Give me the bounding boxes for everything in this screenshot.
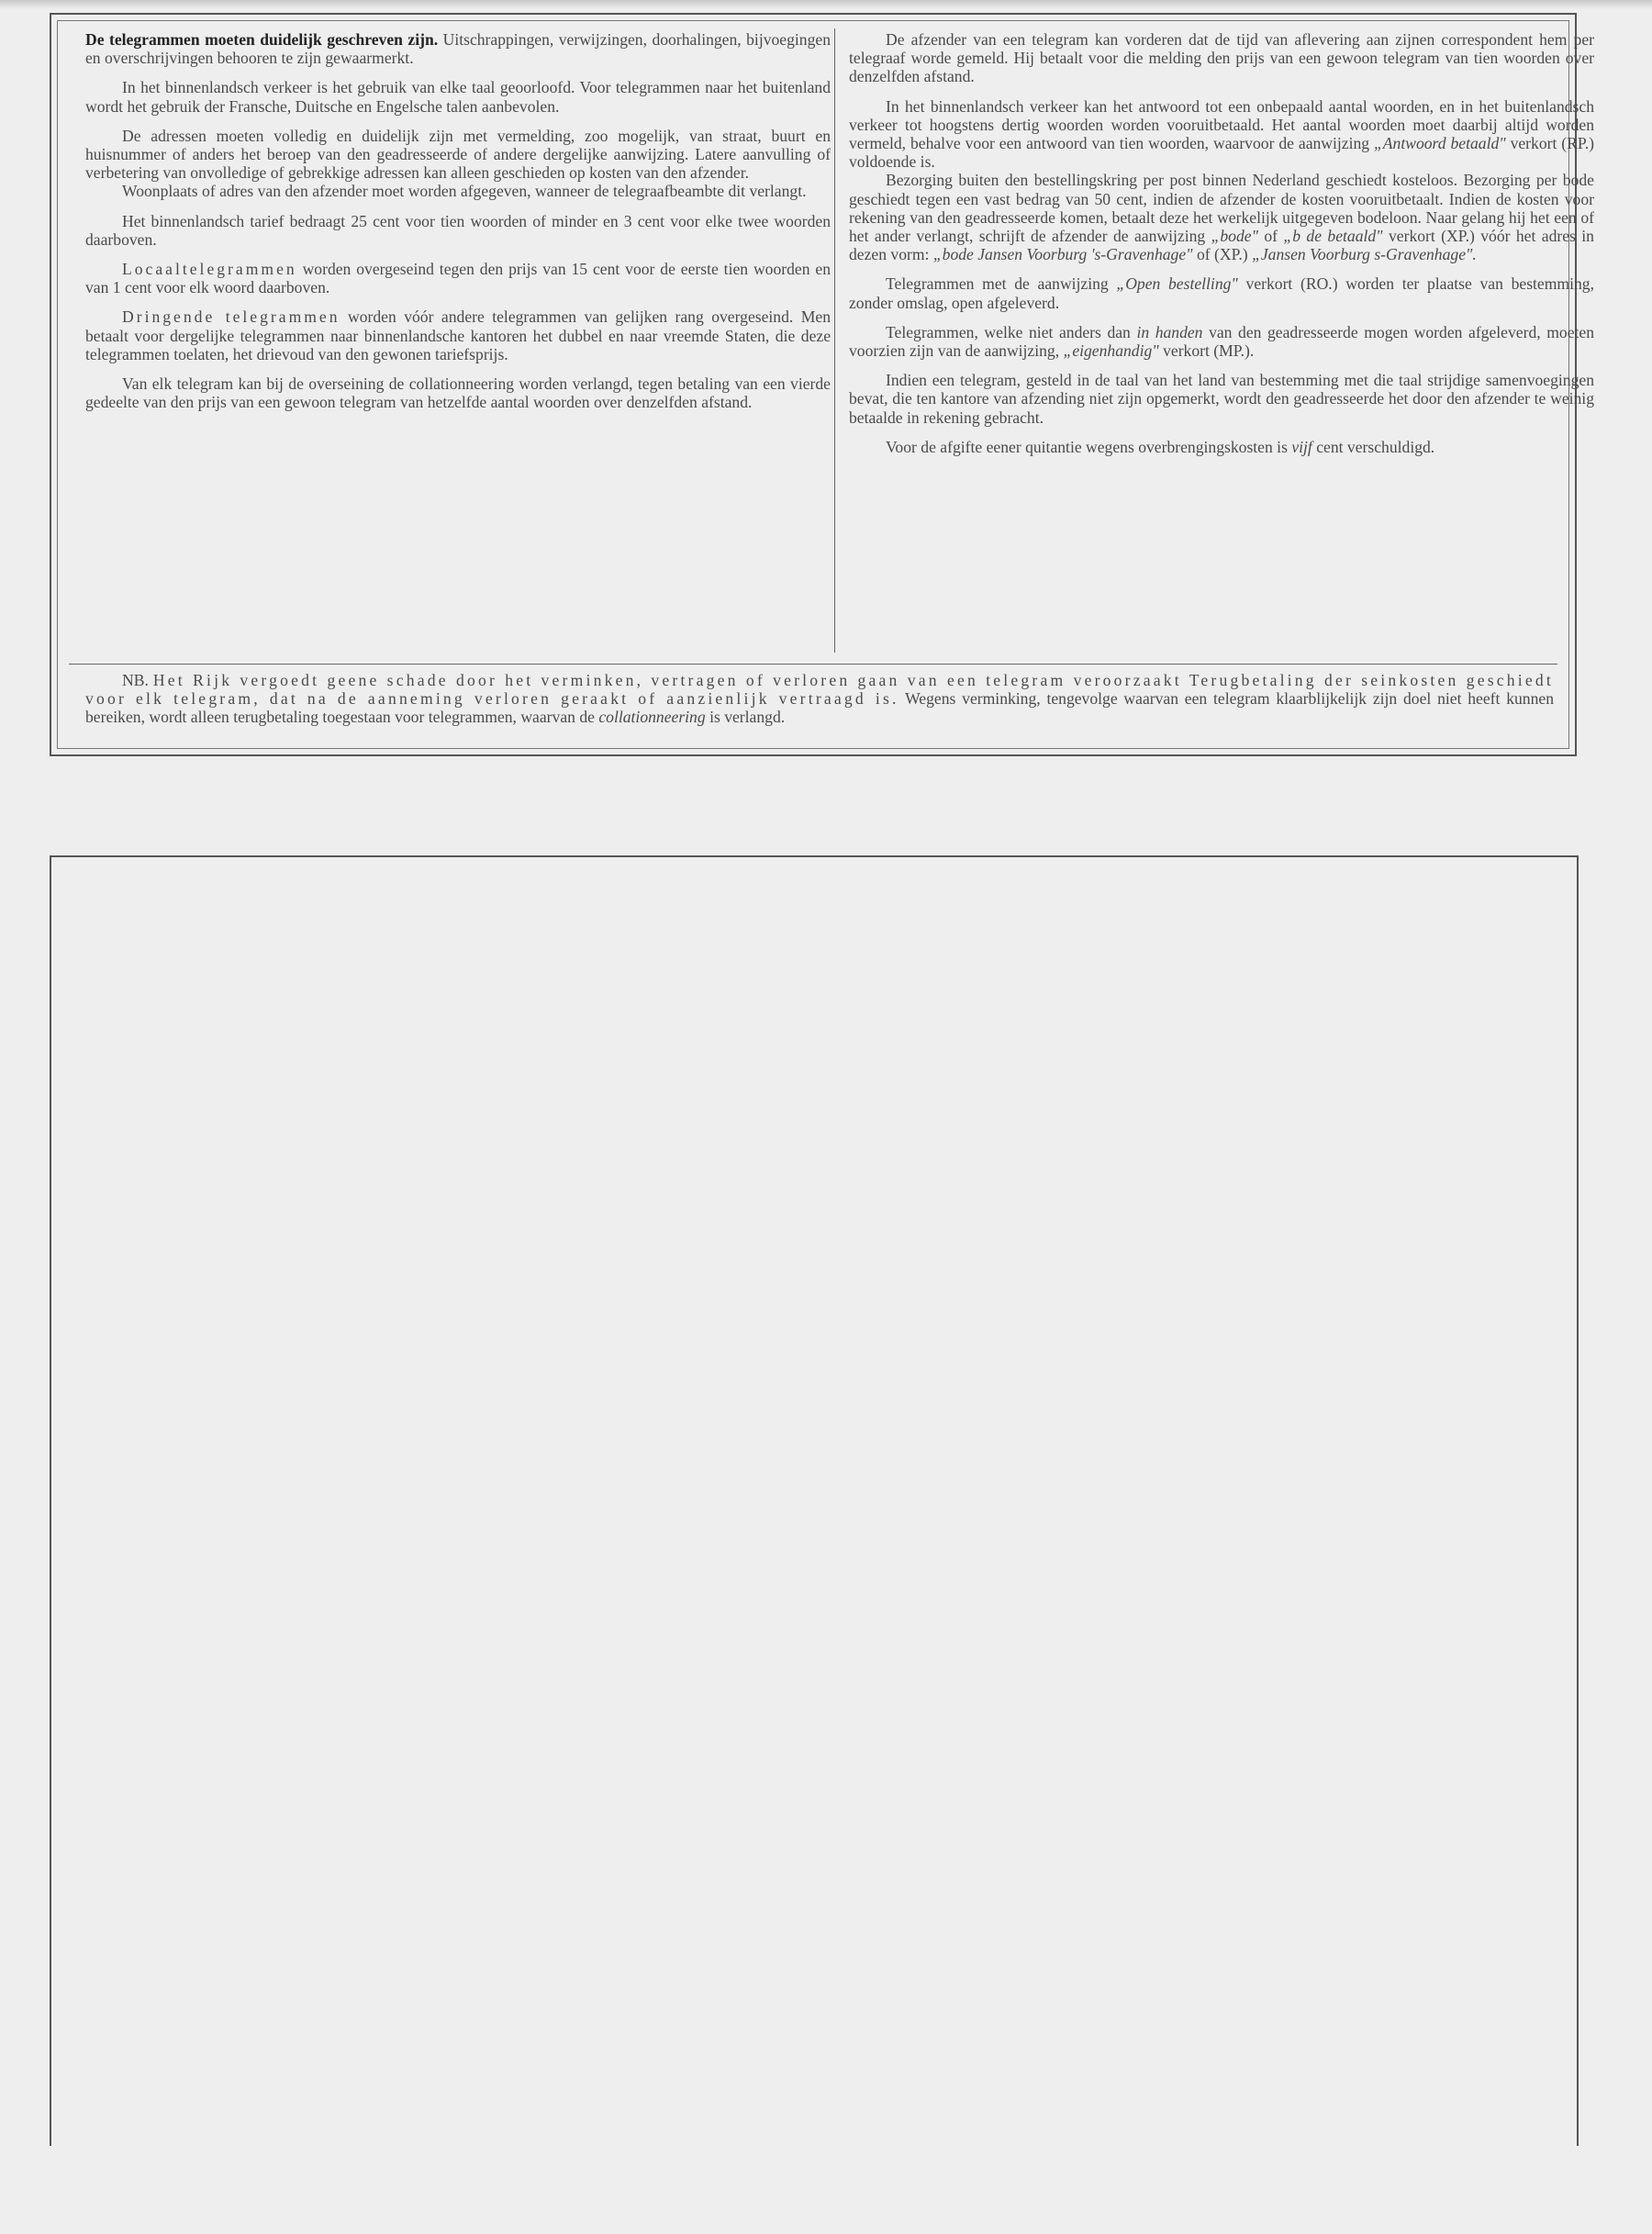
page-edge: [0, 0, 1652, 9]
italic-term: „b de betaald": [1283, 227, 1383, 246]
paragraph-local-telegrams: [85, 260, 831, 296]
left-column: [85, 30, 831, 422]
paragraph-text: worden overgeseind tegen den prijs van 15 cent voor de eerste tien woorden en van 1 cent voor elk woord daarboven.: [85, 260, 831, 297]
paragraph-text: van den geadresseerde mogen worden afgeleverd, moeten voorzien zijn van de aanwijzing,: [849, 322, 1594, 361]
italic-term: „Open bestelling": [1116, 274, 1238, 294]
paragraph-receipt: [849, 438, 1594, 456]
italic-term: „Jansen Voorburg s-Gravenhage".: [1252, 245, 1477, 264]
italic-term: in handen: [1136, 322, 1203, 341]
paragraph-language-combinations: Indien een telegram, gesteld in de taal van het land van bestemming met die taal strijdige samenvoegingen bevat, die ten kantore van afzending niet zijn opgemerkt, wordt den geadresseerde het door den afzender te weinig betaalde in rekening gebracht.: [849, 371, 1594, 427]
paragraph-text: Voor de afgifte eener quitantie wegens overbrengingskosten is: [886, 437, 1288, 456]
paragraph-open-delivery: [849, 274, 1594, 311]
nb-text: Wegens verminking, tengevolge waarvan een telegram klaarblijkelijk zijn doel niet heeft kunnen bereiken, wordt alleen terugbetaling toegestaan voor telegrammen, waarvan de: [85, 689, 1554, 727]
notice-inner-border: [57, 20, 1594, 749]
paragraph-text: verkort (RO.) worden ter plaatse van bestemming, zonder omslag, open afgeleverd.: [849, 274, 1594, 312]
nb-text: is verlangd.: [709, 708, 786, 727]
paragraph-text: Uitschrappingen, verwijzingen, doorhalingen, bijvoegingen en overschrijvingen behooren te zijn gewaarmerkt.: [85, 30, 831, 68]
paragraph-lead: De telegrammen moeten duidelijk geschreven zijn.: [85, 30, 439, 49]
paragraph-sender-address: Woonplaats of adres van den afzender moet worden afgegeven, wanneer de telegraafbeambte dit verlangt.: [122, 182, 807, 201]
italic-term: „bode": [1211, 227, 1258, 246]
italic-term: „bode Jansen Voorburg 's-Gravenhage": [932, 245, 1193, 264]
paragraph-collation: Van elk telegram kan bij de overseining de collationneering worden verlangd, tegen betaling van een vierde gedeelte van den prijs van een gewoon telegram van hetzelfde aantal woorden over denzelfden afstand.: [85, 374, 831, 412]
paragraph-text: verkort (RP.) voldoende is.: [849, 134, 1594, 172]
paragraph-text: worden vóór andere telegrammen van gelijken rang overgeseind. Men betaalt voor dergelijke telegrammen naar binnenlandsche kantoren het dubbel en naar vreemde Staten, die deze telegrammen toelaten, het drievoud van den gewonen tariefsprijs.: [85, 307, 831, 363]
italic-term: „eigenhandig": [1063, 341, 1159, 361]
paragraph-delivery-by-messenger: [849, 171, 1594, 263]
paragraph-domestic-tariff: Het binnenlandsch tarief bedraagt 25 cent voor tien woorden of minder en 3 cent voor elke twee woorden daarboven.: [85, 211, 831, 249]
paragraph-text: In het binnenlandsch verkeer kan het antwoord tot een onbepaald aantal woorden, en in het buitenlandsch verkeer tot hoogstens dertig woorden worden vooruitbetaald. Het aantal woorden moet daarbij altijd worden vermeld, behalve voor een antwoord van tien woorden, waarvoor de aanwijzing: [849, 96, 1594, 153]
italic-term: collationneering: [598, 708, 706, 727]
paragraph-prepaid-reply: [849, 97, 1594, 172]
italic-term: vijf: [1291, 437, 1312, 456]
nb-separator-line: [69, 664, 1557, 665]
paragraph-text: of: [1264, 227, 1278, 246]
right-column: [849, 30, 1594, 467]
paragraph-text: cent verschuldigd.: [1316, 437, 1435, 456]
paragraph-lead: Dringende telegrammen: [122, 307, 340, 327]
paragraph-addresses: De adressen moeten volledig en duidelijk zijn met vermelding, zoo mogelijk, van straat, buurt en huisnummer of anders het beroep van den geadresseerde of andere dergelijke aanwijzing. Latere aanvulling of verbetering van onvolledige of gebrekkige adressen kan alleen geschieden op kosten van den afzender.: [85, 126, 831, 183]
paragraph-personal-delivery: [849, 323, 1594, 360]
nb-spaced-text: Het Rijk vergoedt geene schade door het verminken, vertragen of verloren gaan van een telegram veroorzaakt Terugbetaling der seinkosten geschiedt voor elk telegram, dat na de aanneming verloren geraakt of aanzienlijk vertraagd is.: [85, 671, 1554, 709]
blank-message-frame: [50, 855, 1579, 2146]
paragraph-text: verkort (MP.).: [1163, 341, 1255, 361]
paragraph-delivery-notice: De afzender van een telegram kan vorderen dat de tijd van aflevering aan zijnen correspondent hem per telegraaf worde gemeld. Hij betaalt voor die melding den prijs van een gewoon telegram van tien woorden over denzelfden afstand.: [849, 30, 1594, 86]
paragraph-urgent-telegrams: [85, 307, 831, 363]
paragraph-legibility: [85, 30, 831, 67]
nb-label: NB.: [122, 671, 149, 689]
paragraph-text: Telegrammen met de aanwijzing: [886, 274, 1109, 294]
paragraph-text: Bezorging buiten den bestellingskring per post binnen Nederland geschiedt kosteloos. Bezorging per bode geschiedt tegen een vast bedrag van 50 cent, indien de afzender de kosten vooruitbetaalt. Indien de kosten voor rekening van den geadresseerde komen, betaalt deze het werkelijk uitgegeven bodeloon. Naar gelang hij het een of het ander verlangt, schrijft de afzender de aanwijzing: [849, 171, 1594, 246]
paragraph-text: Telegrammen, welke niet anders dan: [886, 322, 1131, 341]
column-divider: [834, 28, 835, 653]
paragraph-text: verkort (XP.) vóór het adres in dezen vorm:: [849, 227, 1594, 264]
nb-note: [85, 671, 1554, 727]
paragraph-text: of (XP.): [1196, 245, 1248, 264]
paragraph-lead: Locaaltelegrammen: [122, 260, 297, 279]
paragraph-language: In het binnenlandsch verkeer is het gebruik van elke taal geoorloofd. Voor telegrammen naar het buitenland wordt het gebruik der Fransche, Duitsche en Engelsche talen aanbevolen.: [85, 78, 831, 116]
italic-term: „Antwoord betaald": [1374, 134, 1506, 153]
notice-box: [50, 13, 1594, 756]
